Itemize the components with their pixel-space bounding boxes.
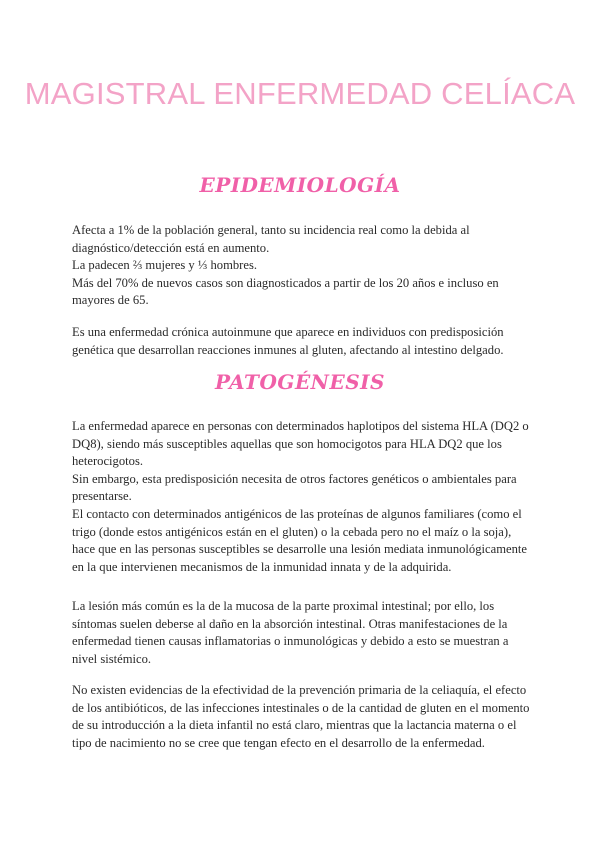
paragraph: La enfermedad aparece en personas con determinados haplotipos del sistema HLA (DQ2 o DQ8), siendo más susceptibles aquellas que son homocigotos para HLA DQ2 que los heterocigotos. (72, 419, 529, 469)
patogenesis-lesion-block (72, 598, 530, 668)
patogenesis-prevention-block (72, 682, 530, 752)
paragraph: La lesión más común es la de la mucosa de la parte proximal intestinal; por ello, los síntomas suelen deberse al daño en la absorción intestinal. Otras manifestaciones de la enfermedad tienen causas inflamatorias o inmunológicas y debido a esto se muestran a nivel sistémico. (72, 599, 509, 666)
paragraph: Es una enfermedad crónica autoinmune que aparece en individuos con predisposición genética que desarrollan reacciones inmunes al gluten, afectando al intestino delgado. (72, 325, 504, 357)
paragraph: El contacto con determinados antigénicos de las proteínas de algunos familiares (como el trigo (donde estos antigénicos están en el gluten) o la cebada pero no el maíz o la soja), hace que en las personas susceptibles se desarrolle una lesión mediata inmunológicamente en la que intervienen mecanismos de la inmunidad innata y de la adquirida. (72, 506, 527, 574)
epidemiologia-definition-block (72, 324, 530, 359)
document-title: MAGISTRAL ENFERMEDAD CELÍACA (24, 76, 576, 111)
paragraph: Más del 70% de nuevos casos son diagnosticados a partir de los 20 años e incluso en mayores de 65. (72, 275, 499, 308)
epidemiologia-facts-block (72, 222, 530, 310)
paragraph: No existen evidencias de la efectividad de la prevención primaria de la celiaquía, el efecto de los antibióticos, de las infecciones intestinales o de la cantidad de gluten en el momento de su introducción a la dieta infantil no está claro, mientras que la lactancia materna o el tipo de nacimiento no se cree que tengan efecto en el desarrollo de la enfermedad. (72, 683, 530, 750)
patogenesis-hla-block (72, 418, 530, 576)
paragraph: La padecen ⅔ mujeres y ⅓ hombres. (72, 258, 257, 273)
section-heading-patogenesis: PATOGÉNESIS (215, 370, 385, 394)
paragraph: Afecta a 1% de la población general, tanto su incidencia real como la debida al diagnóstico/detección está en aumento. (72, 223, 470, 255)
section-heading-epidemiologia: EPIDEMIOLOGÍA (199, 173, 401, 197)
paragraph: Sin embargo, esta predisposición necesita de otros factores genéticos o ambientales para presentarse. (72, 471, 517, 504)
